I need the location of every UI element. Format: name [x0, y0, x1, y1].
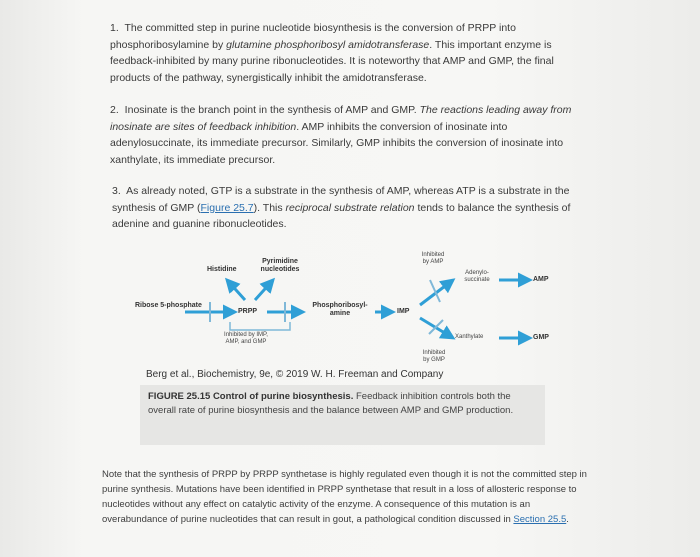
ribose-label: Ribose 5-phosphate — [135, 302, 202, 309]
prpp-label: PRPP — [238, 308, 258, 315]
item-number: 1. — [110, 22, 119, 34]
purine-control-diagram — [135, 250, 555, 370]
figure-credit: Berg et al., Biochemistry, 9e, © 2019 W. H. Freeman and Company — [146, 369, 444, 380]
arrow-imp-xanthylate — [420, 318, 453, 338]
item-number: 2. — [110, 104, 119, 116]
adenylosuccinate-label: Adenylo-succinate — [464, 270, 490, 283]
imp-label: IMP — [397, 308, 410, 315]
arrow-prpp-pyrimidine — [255, 280, 273, 300]
arrow-prpp-histidine — [227, 280, 245, 300]
caption-title: FIGURE 25.15 Control of purine biosynthesis. — [148, 391, 354, 402]
list-item-1: 1. The committed step in purine nucleotide biosynthesis is the conversion of PRPP into phosphoribosylamine by glutamine phosphoribosyl amidotransferase. This important enzyme is feedback-inhibited by many purine ribonucleotides. It is noteworthy that AMP and GMP, the final products of the pathway, synergistically inhibit the amidotransferase. — [110, 22, 554, 84]
section-link[interactable]: Section 25.5 — [513, 514, 567, 525]
xanthylate-label: Xanthylate — [455, 334, 484, 340]
emphasis-text: The reactions leading away from inosinate are sites of feedback inhibition — [110, 104, 572, 133]
list-item-2: 2. Inosinate is the branch point in the synthesis of AMP and GMP. The reactions leading away from inosinate are sites of feedback inhibition. AMP inhibits the conversion of inosinate into adenylosuccinate, its immediate precursor. Similarly, GMP inhibits the conversion of inosinate into xanthylate, its immediate precursor. — [110, 104, 572, 166]
phosphoribosylamine-label: Phosphoribosyl-amine — [312, 302, 368, 317]
inhibit-feedback-line — [230, 322, 290, 330]
figure-caption — [140, 385, 545, 445]
amp-label: AMP — [533, 276, 549, 283]
caption-text: Feedback inhibition controls both the overall rate of purine biosynthesis and the balance between AMP and GMP production. — [148, 391, 514, 416]
figure-link[interactable]: Figure 25.7 — [200, 201, 254, 214]
note-paragraph: Note that the synthesis of PRPP by PRPP synthetase is highly regulated even though it is not the committed step in purine synthesis. Mutations have been identified in PRPP synthetase that result in a loss of allosteric response to nucleotides without any effect on catalytic activity of the enzyme. A consequence of this mutation is an overabundance of purine nucleotides that can result in gout, a pathological condition discussed in Section 25.5. — [102, 469, 587, 525]
enzyme-name: glutamine phosphoribosyl amidotransferase — [226, 38, 430, 51]
histidine-label: Histidine — [207, 266, 237, 273]
pyrimidine-label: Pyrimidine nucleotides — [260, 258, 300, 273]
inhibited-gmp-label: Inhibited by GMP — [422, 350, 446, 363]
item-number: 3. — [112, 185, 121, 197]
list-item-3: 3. As already noted, GTP is a substrate in the synthesis of AMP, whereas ATP is a substrate in the synthesis of GMP (Figure 25.7). This reciprocal substrate relation tends to balance the synthesis of adenine and guanine ribonucleotides. — [112, 185, 571, 230]
inhibited-amp-label: Inhibited by AMP — [421, 252, 445, 265]
inhibited-imp-label: Inhibited by IMP, AMP, and GMP — [224, 332, 268, 345]
gmp-label: GMP — [533, 334, 549, 341]
emphasis-text: reciprocal substrate relation — [285, 201, 415, 214]
